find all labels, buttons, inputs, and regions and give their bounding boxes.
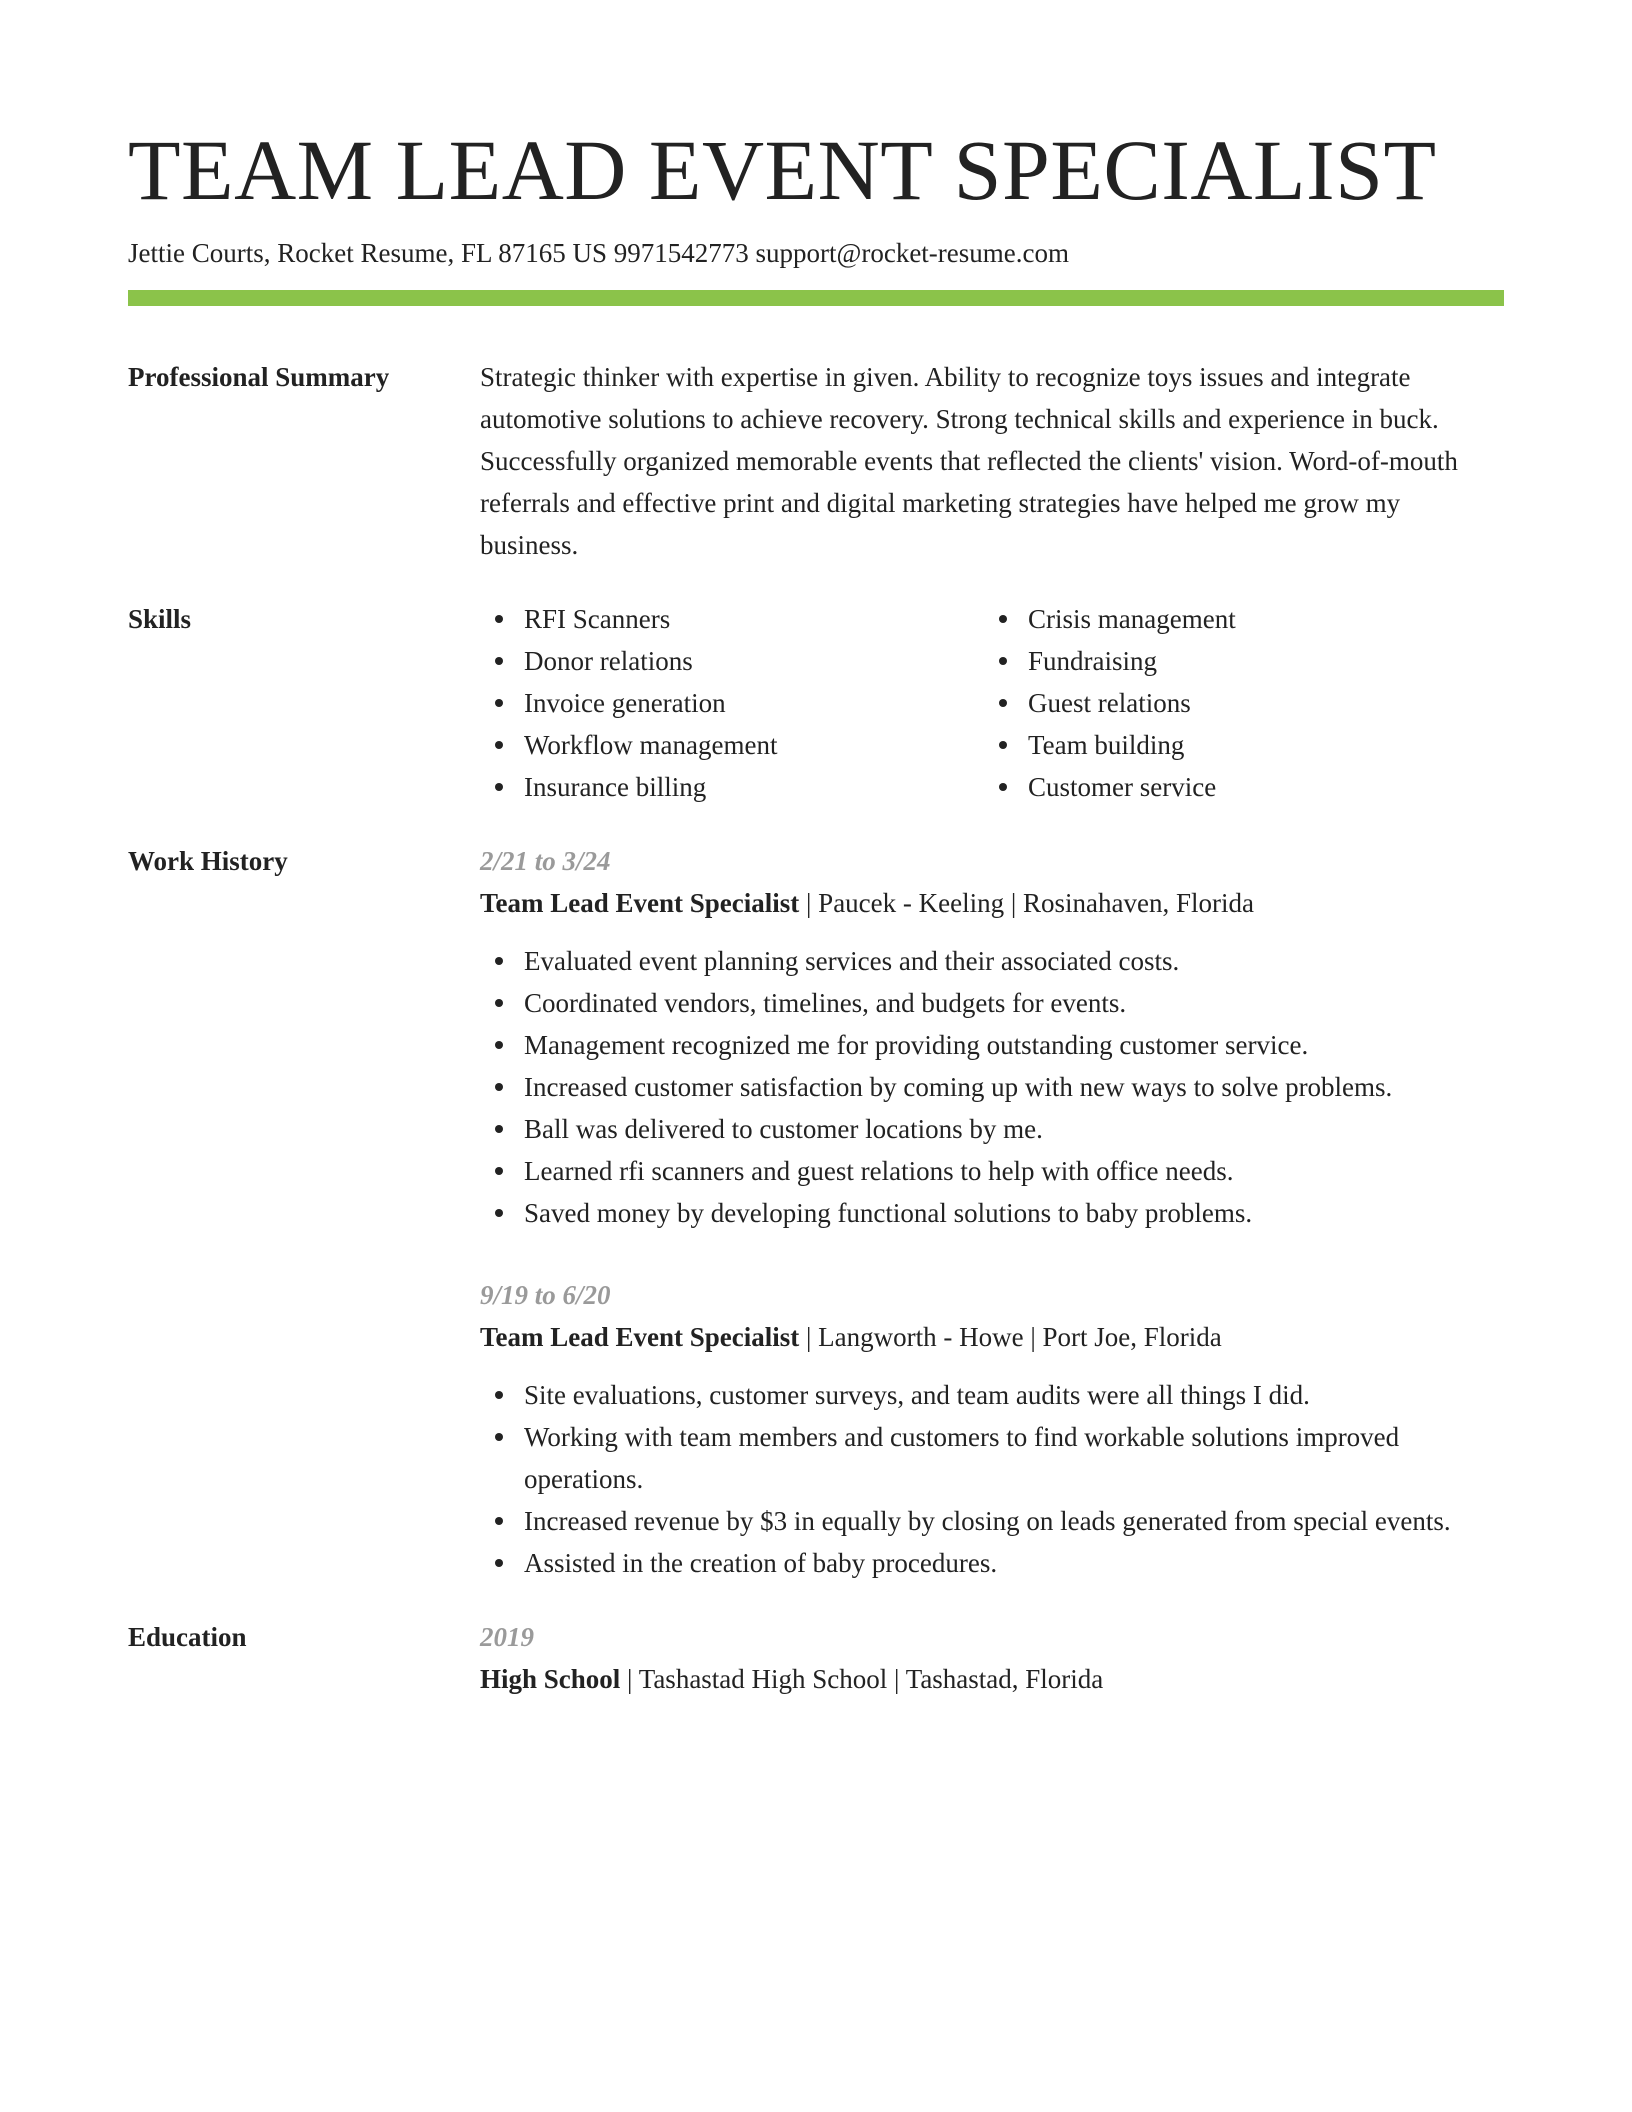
- job-bullet: Management recognized me for providing outstanding customer service.: [480, 1024, 1504, 1066]
- skill-item: Insurance billing: [480, 766, 984, 808]
- contact-info: Jettie Courts, Rocket Resume, FL 87165 US 9971542773 support@rocket-resume.com: [128, 238, 1069, 268]
- skill-item: Fundraising: [984, 640, 1488, 682]
- job-bullet: Coordinated vendors, timelines, and budgets for events.: [480, 982, 1504, 1024]
- section-label-summary: Professional Summary: [128, 362, 390, 392]
- job-dates: 9/19 to 6/20: [480, 1280, 611, 1310]
- job-entry: [480, 1274, 1504, 1584]
- education-school-location: | Tashastad High School | Tashastad, Florida: [620, 1664, 1104, 1694]
- job-bullet: Site evaluations, customer surveys, and team audits were all things I did.: [480, 1374, 1504, 1416]
- skill-item: Guest relations: [984, 682, 1488, 724]
- section-label-education: Education: [128, 1622, 247, 1652]
- education-year: 2019: [480, 1622, 534, 1652]
- skill-item: Crisis management: [984, 598, 1488, 640]
- section-label-skills: Skills: [128, 604, 192, 634]
- job-dates: 2/21 to 3/24: [480, 846, 611, 876]
- education-section: [128, 1616, 1504, 1700]
- skills-grid: [480, 598, 1504, 808]
- job-bullet-list: [480, 1374, 1504, 1584]
- professional-summary-section: [128, 356, 1504, 566]
- skills-column-left: [480, 598, 984, 808]
- work-history-section: [128, 840, 1504, 1584]
- skill-item: RFI Scanners: [480, 598, 984, 640]
- skills-section: [128, 598, 1504, 808]
- job-bullet-list: [480, 940, 1504, 1234]
- skill-item: Team building: [984, 724, 1488, 766]
- skill-item: Customer service: [984, 766, 1488, 808]
- job-bullet: Ball was delivered to customer locations by me.: [480, 1108, 1504, 1150]
- skills-column-right: [984, 598, 1488, 808]
- job-employer-location: | Paucek - Keeling | Rosinahaven, Florida: [799, 888, 1254, 918]
- job-employer-location: | Langworth - Howe | Port Joe, Florida: [799, 1322, 1222, 1352]
- job-entry: [480, 840, 1504, 1234]
- job-heading: [480, 882, 1504, 924]
- resume-page: [128, 0, 1504, 1700]
- header-divider: [128, 290, 1504, 306]
- skill-item: Donor relations: [480, 640, 984, 682]
- resume-title: TEAM LEAD EVENT SPECIALIST: [128, 122, 1437, 218]
- education-heading: [480, 1658, 1504, 1700]
- work-history-body: [480, 840, 1504, 1584]
- job-bullet: Assisted in the creation of baby procedures.: [480, 1542, 1504, 1584]
- job-bullet: Saved money by developing functional solutions to baby problems.: [480, 1192, 1504, 1234]
- skill-item: Invoice generation: [480, 682, 984, 724]
- summary-text: Strategic thinker with expertise in given. Ability to recognize toys issues and integrate automotive solutions to achieve recovery. Strong technical skills and experience in buck. Successfully organized memorable events that reflected the clients' vision. Word-of-mouth referrals and effective print and digital marketing strategies have helped me grow my business.: [480, 362, 1458, 560]
- job-bullet: Working with team members and customers to find workable solutions improved operations.: [480, 1416, 1504, 1500]
- skill-item: Workflow management: [480, 724, 984, 766]
- job-title: Team Lead Event Specialist: [480, 888, 800, 918]
- education-body: [480, 1616, 1504, 1700]
- job-title: Team Lead Event Specialist: [480, 1322, 800, 1352]
- job-heading: [480, 1316, 1504, 1358]
- job-bullet: Increased customer satisfaction by coming up with new ways to solve problems.: [480, 1066, 1504, 1108]
- section-label-work-history: Work History: [128, 846, 288, 876]
- job-bullet: Increased revenue by $3 in equally by closing on leads generated from special events.: [480, 1500, 1504, 1542]
- job-bullet: Learned rfi scanners and guest relations to help with office needs.: [480, 1150, 1504, 1192]
- education-degree: High School: [480, 1664, 621, 1694]
- job-bullet: Evaluated event planning services and their associated costs.: [480, 940, 1504, 982]
